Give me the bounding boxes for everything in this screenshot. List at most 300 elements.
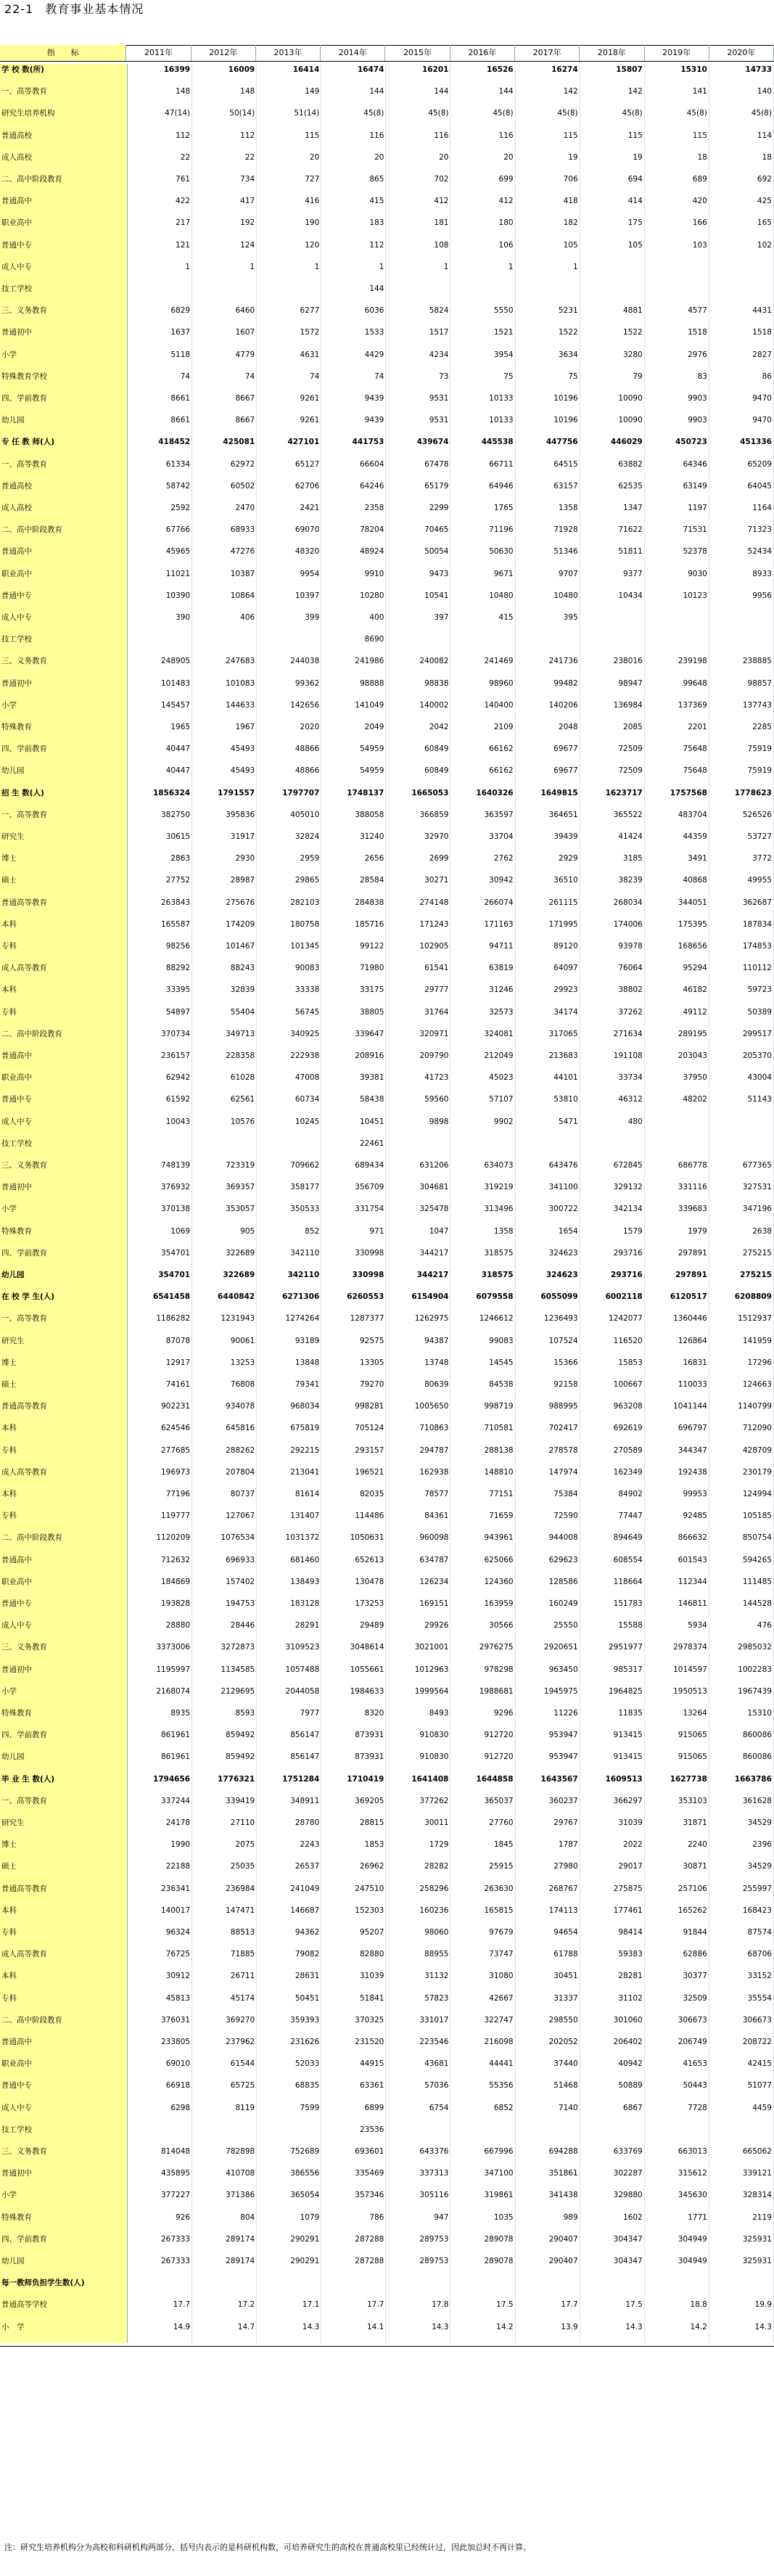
table-row [0, 1138, 774, 1160]
table-cell: 137369 [645, 700, 709, 721]
table-row [0, 217, 774, 239]
table-cell: 1602 [580, 2212, 645, 2234]
table-cell: 50(14) [192, 107, 257, 129]
table-cell: 240082 [386, 655, 450, 677]
table-cell: 44359 [645, 831, 709, 853]
table-cell: 9473 [386, 568, 450, 590]
row-label: 本科 [0, 984, 128, 1006]
table-cell: 1517 [386, 327, 450, 348]
row-label: 研究生 [0, 1817, 128, 1839]
table-cell: 24178 [128, 1817, 192, 1839]
row-label: 二、高中阶段教育 [0, 1028, 128, 1050]
table-cell: 1014597 [645, 1664, 709, 1686]
table-cell: 62561 [192, 1094, 257, 1115]
table-row [0, 1970, 774, 1992]
table-cell: 1950513 [645, 1686, 709, 1707]
table-cell: 44915 [321, 2058, 386, 2080]
table-cell: 17296 [709, 1357, 774, 1379]
row-label: 四、学前教育 [0, 743, 128, 765]
table-cell: 3491 [645, 853, 709, 874]
table-cell: 1765 [450, 502, 515, 524]
table-cell: 37440 [516, 2058, 580, 2080]
table-cell: 734 [192, 173, 257, 195]
table-row [0, 327, 774, 348]
table-cell: 128586 [516, 1576, 580, 1598]
table-cell: 1845 [450, 1839, 515, 1861]
table-cell: 1965 [128, 721, 192, 743]
table-cell: 48924 [321, 546, 386, 567]
table-cell: 182 [516, 217, 580, 239]
row-label: 研究生培养机构 [0, 107, 128, 129]
row-label: 普通初中 [0, 327, 128, 348]
table-cell: 344217 [386, 1269, 450, 1291]
table-cell: 5471 [516, 1116, 580, 1138]
table-cell: 30011 [386, 1817, 450, 1839]
table-cell: 3634 [516, 349, 580, 371]
row-label: 专 任 教 师(人) [0, 436, 128, 458]
table-cell: 325931 [709, 2234, 774, 2255]
table-cell [645, 2277, 709, 2299]
table-cell: 124 [192, 239, 257, 261]
table-cell: 804 [192, 2212, 257, 2234]
table-cell: 5231 [516, 305, 580, 327]
row-label: 博士 [0, 1357, 128, 1379]
table-cell: 369270 [192, 2014, 257, 2036]
table-cell: 45(8) [516, 107, 580, 129]
table-cell: 369205 [321, 1795, 386, 1817]
table-cell: 331116 [645, 1181, 709, 1203]
table-cell: 912720 [450, 1751, 515, 1773]
table-cell: 329132 [580, 1181, 645, 1203]
table-cell: 902231 [128, 1400, 192, 1422]
table-cell: 263843 [128, 897, 192, 919]
row-label: 硕士 [0, 1861, 128, 1882]
table-row [0, 1445, 774, 1467]
table-cell: 365522 [580, 809, 645, 831]
table-cell: 207804 [192, 1467, 257, 1488]
row-label: 普通初中 [0, 1181, 128, 1203]
table-row [0, 897, 774, 919]
table-cell: 33175 [321, 984, 386, 1006]
table-cell: 64946 [450, 480, 515, 502]
table-cell: 361628 [709, 1795, 774, 1817]
table-cell: 194753 [192, 1598, 257, 1620]
table-cell: 73 [386, 371, 450, 393]
table-cell: 351861 [516, 2167, 580, 2189]
table-cell: 22461 [321, 1138, 386, 1160]
table-cell: 634787 [386, 1554, 450, 1576]
table-row [0, 700, 774, 721]
table-cell: 236341 [128, 1883, 192, 1905]
row-label: 普通高校 [0, 480, 128, 502]
table-cell: 17.5 [450, 2299, 515, 2321]
table-row [0, 173, 774, 195]
row-label: 三、义务教育 [0, 655, 128, 677]
table-cell: 913415 [580, 1729, 645, 1751]
table-cell: 19.9 [709, 2299, 774, 2321]
table-cell: 1794656 [128, 1773, 192, 1795]
table-cell: 988995 [516, 1400, 580, 1422]
table-cell: 160249 [516, 1598, 580, 1620]
table-cell: 10090 [580, 414, 645, 436]
table-cell: 354701 [128, 1269, 192, 1291]
table-cell: 88243 [192, 962, 257, 984]
table-cell: 50451 [257, 1993, 321, 2014]
table-cell: 82880 [321, 1948, 386, 1970]
row-label: 职业高中 [0, 568, 128, 590]
table-cell: 425081 [192, 436, 257, 458]
table-cell: 51841 [321, 1993, 386, 2014]
row-label: 普通高中 [0, 1554, 128, 1576]
table-cell: 17.7 [516, 2299, 580, 2321]
table-row [0, 831, 774, 853]
table-cell: 68835 [257, 2080, 321, 2101]
table-cell: 171243 [386, 919, 450, 940]
table-cell: 40447 [128, 743, 192, 765]
table-cell: 4881 [580, 305, 645, 327]
table-cell: 9956 [709, 590, 774, 612]
table-cell [386, 633, 450, 655]
table-cell: 963208 [580, 1400, 645, 1422]
table-cell: 61334 [128, 459, 192, 480]
table-cell: 116520 [580, 1335, 645, 1357]
table-cell: 8661 [128, 393, 192, 414]
table-cell: 9531 [386, 393, 450, 414]
table-row [0, 1817, 774, 1839]
table-cell: 267333 [128, 2255, 192, 2277]
table-cell: 33152 [709, 1970, 774, 1992]
table-cell: 99362 [257, 678, 321, 700]
table-cell: 25550 [516, 1620, 580, 1641]
table-cell: 115 [580, 130, 645, 152]
table-cell: 193828 [128, 1598, 192, 1620]
table-cell: 32824 [257, 831, 321, 853]
table-cell: 162938 [386, 1467, 450, 1488]
table-cell: 8593 [192, 1707, 257, 1729]
table-cell: 183 [321, 217, 386, 239]
table-cell: 873931 [321, 1729, 386, 1751]
table-cell: 1533 [321, 327, 386, 348]
table-cell: 859492 [192, 1751, 257, 1773]
table-cell: 71622 [580, 524, 645, 546]
table-cell: 241469 [450, 655, 515, 677]
table-cell: 328314 [709, 2189, 774, 2211]
table-cell: 31240 [321, 831, 386, 853]
row-label: 普通高中 [0, 546, 128, 567]
table-cell: 45493 [192, 743, 257, 765]
table-cell: 11226 [516, 1707, 580, 1729]
table-cell: 712090 [709, 1422, 774, 1444]
table-cell: 213683 [516, 1050, 580, 1072]
table-cell: 247510 [321, 1883, 386, 1905]
table-cell: 382750 [128, 809, 192, 831]
table-cell: 102 [709, 239, 774, 261]
table-cell: 300722 [516, 1203, 580, 1225]
table-cell: 441753 [321, 436, 386, 458]
table-cell: 14.7 [192, 2321, 257, 2343]
table-cell: 241049 [257, 1883, 321, 1905]
table-cell: 1 [257, 261, 321, 283]
table-cell: 192 [192, 217, 257, 239]
table-row [0, 152, 774, 173]
table-cell: 9439 [321, 393, 386, 414]
table-cell: 34174 [516, 1006, 580, 1028]
table-cell: 672845 [580, 1160, 645, 1181]
table-cell: 101083 [192, 678, 257, 700]
table-cell: 8690 [321, 633, 386, 655]
table-cell: 130478 [321, 1576, 386, 1598]
table-cell: 1358 [516, 502, 580, 524]
table-row [0, 1795, 774, 1817]
table-cell: 88292 [128, 962, 192, 984]
table-row [0, 436, 774, 458]
table-cell: 50889 [580, 2080, 645, 2101]
table-cell: 255997 [709, 1883, 774, 1905]
table-cell: 1522 [580, 327, 645, 348]
table-cell: 98888 [321, 678, 386, 700]
table-cell: 43681 [386, 2058, 450, 2080]
table-cell: 1644858 [450, 1773, 515, 1795]
table-cell: 248905 [128, 655, 192, 677]
table-row [0, 2080, 774, 2101]
table-cell: 288138 [450, 1445, 515, 1467]
table-cell: 786 [321, 2212, 386, 2234]
table-cell: 289174 [192, 2255, 257, 2277]
table-cell: 71885 [192, 1948, 257, 1970]
table-cell: 237962 [192, 2036, 257, 2058]
table-cell: 116 [386, 130, 450, 152]
table-cell: 1572 [257, 327, 321, 348]
table-cell: 87574 [709, 1927, 774, 1948]
table-row [0, 2167, 774, 2189]
table-cell: 689434 [321, 1160, 386, 1181]
table-cell: 439674 [386, 436, 450, 458]
table-cell [516, 283, 580, 305]
row-label: 一、高等教育 [0, 86, 128, 107]
table-cell: 317065 [516, 1028, 580, 1050]
table-cell: 110112 [709, 962, 774, 984]
table-cell: 377227 [128, 2189, 192, 2211]
table-cell [450, 2277, 515, 2299]
table-cell: 1012963 [386, 1664, 450, 1686]
table-cell [645, 633, 709, 655]
table-row [0, 1313, 774, 1334]
table-cell: 45(8) [645, 107, 709, 129]
table-cell: 142 [580, 86, 645, 107]
table-cell: 98857 [709, 678, 774, 700]
table-cell: 45(8) [450, 107, 515, 129]
table-row [0, 984, 774, 1006]
table-cell: 25915 [450, 1861, 515, 1882]
table-cell: 28815 [321, 1817, 386, 1839]
table-row [0, 874, 774, 896]
table-cell: 34529 [709, 1817, 774, 1839]
table-cell: 20 [450, 152, 515, 173]
table-cell: 44441 [450, 2058, 515, 2080]
table-cell: 410708 [192, 2167, 257, 2189]
table-cell: 190 [257, 217, 321, 239]
table-cell: 390 [128, 612, 192, 633]
table-cell: 359393 [257, 2014, 321, 2036]
table-cell: 10280 [321, 590, 386, 612]
table-cell: 451336 [709, 436, 774, 458]
table-cell [257, 2124, 321, 2146]
row-label: 普通高等教育 [0, 897, 128, 919]
table-cell: 1 [128, 261, 192, 283]
table-cell: 10387 [192, 568, 257, 590]
table-row [0, 590, 774, 612]
table-row [0, 1422, 774, 1444]
table-cell: 38239 [580, 874, 645, 896]
table-cell: 293157 [321, 1445, 386, 1467]
table-cell: 14.1 [321, 2321, 386, 2343]
table-cell: 99648 [645, 678, 709, 700]
table-cell: 318575 [450, 1247, 515, 1269]
table-cell: 57036 [386, 2080, 450, 2101]
table-cell: 168656 [645, 940, 709, 962]
table-cell: 47(14) [128, 107, 192, 129]
table-cell: 3109523 [257, 1641, 321, 1663]
table-cell: 20 [257, 152, 321, 173]
table-cell: 29777 [386, 984, 450, 1006]
table-cell: 26537 [257, 1861, 321, 1882]
table-cell: 180 [450, 217, 515, 239]
table-cell: 17.5 [580, 2299, 645, 2321]
table-cell: 340925 [257, 1028, 321, 1050]
table-cell: 6208809 [709, 1291, 774, 1313]
table-row [0, 1707, 774, 1729]
table-cell: 289078 [450, 2234, 515, 2255]
table-cell: 371386 [192, 2189, 257, 2211]
table-cell: 3280 [580, 349, 645, 371]
table-cell [192, 2124, 257, 2146]
table-cell: 6541458 [128, 1291, 192, 1313]
table-cell: 416 [257, 195, 321, 217]
table-cell [709, 1138, 774, 1160]
table-row [0, 1072, 774, 1094]
table-cell: 2299 [386, 502, 450, 524]
table-row [0, 1641, 774, 1663]
table-cell: 446029 [580, 436, 645, 458]
table-cell [709, 612, 774, 633]
table-cell: 315612 [645, 2167, 709, 2189]
table-cell: 327531 [709, 1181, 774, 1203]
table-cell: 2699 [386, 853, 450, 874]
table-cell: 87078 [128, 1335, 192, 1357]
table-cell: 427101 [257, 436, 321, 458]
table-cell: 364651 [516, 809, 580, 831]
table-cell: 84538 [450, 1379, 515, 1400]
table-cell: 4429 [321, 349, 386, 371]
table-cell: 2085 [580, 721, 645, 743]
table-cell: 2201 [645, 721, 709, 743]
table-cell: 6036 [321, 305, 386, 327]
table-cell: 80639 [386, 1379, 450, 1400]
table-cell: 72509 [580, 743, 645, 765]
table-cell: 231520 [321, 2036, 386, 2058]
table-cell [192, 2277, 257, 2299]
table-row [0, 414, 774, 436]
table-cell: 94362 [257, 1927, 321, 1948]
table-cell: 18 [709, 152, 774, 173]
table-cell: 417 [192, 195, 257, 217]
table-cell: 59560 [386, 1094, 450, 1115]
table-cell: 7728 [645, 2102, 709, 2124]
table-cell: 82035 [321, 1488, 386, 1510]
table-cell: 79082 [257, 1948, 321, 1970]
table-cell: 62942 [128, 1072, 192, 1094]
table-cell: 165587 [128, 919, 192, 940]
table-cell: 324623 [516, 1269, 580, 1291]
table-cell: 124663 [709, 1379, 774, 1400]
table-cell [580, 2277, 645, 2299]
table-cell [709, 1116, 774, 1138]
table-cell: 32839 [192, 984, 257, 1006]
table-cell: 8667 [192, 414, 257, 436]
table-cell: 1186282 [128, 1313, 192, 1334]
table-cell: 45174 [192, 1993, 257, 2014]
table-cell: 29923 [516, 984, 580, 1006]
table-cell: 41723 [386, 1072, 450, 1094]
table-cell: 116 [450, 130, 515, 152]
table-cell: 1643567 [516, 1773, 580, 1795]
table-cell: 120 [257, 239, 321, 261]
table-cell [128, 1138, 192, 1160]
table-cell: 480 [580, 1116, 645, 1138]
table-cell: 28987 [192, 874, 257, 896]
table-cell: 631206 [386, 1160, 450, 1181]
table-cell: 405010 [257, 809, 321, 831]
row-label: 小学 [0, 1203, 128, 1225]
table-cell: 112 [192, 130, 257, 152]
table-cell: 6460 [192, 305, 257, 327]
table-cell: 1979 [645, 1226, 709, 1247]
table-cell: 1 [386, 261, 450, 283]
table-row [0, 502, 774, 524]
table-cell [386, 283, 450, 305]
table-cell: 146811 [645, 1598, 709, 1620]
table-cell: 266074 [450, 897, 515, 919]
table-cell: 131407 [257, 1510, 321, 1532]
table-row [0, 1686, 774, 1707]
table-cell: 370138 [128, 1203, 192, 1225]
table-cell: 14.9 [128, 2321, 192, 2343]
table-cell: 92575 [321, 1335, 386, 1357]
table-cell: 362687 [709, 897, 774, 919]
table-row [0, 1927, 774, 1948]
row-label: 专科 [0, 1927, 128, 1948]
table-cell: 1002283 [709, 1664, 774, 1686]
table-cell: 3954 [450, 349, 515, 371]
table-cell: 126234 [386, 1576, 450, 1598]
table-cell: 64515 [516, 459, 580, 480]
table-cell [645, 1138, 709, 1160]
table-cell: 275215 [709, 1247, 774, 1269]
table-cell: 526526 [709, 809, 774, 831]
row-label: 特殊教育学校 [0, 371, 128, 393]
table-cell: 692 [709, 173, 774, 195]
table-cell: 19 [580, 152, 645, 173]
table-cell: 1055661 [321, 1664, 386, 1686]
table-cell: 9531 [386, 414, 450, 436]
table-cell: 705124 [321, 1422, 386, 1444]
row-label: 特殊教育 [0, 721, 128, 743]
table-cell: 337313 [386, 2167, 450, 2189]
table-cell: 127067 [192, 1510, 257, 1532]
table-cell: 2930 [192, 853, 257, 874]
table-cell: 667996 [450, 2146, 515, 2167]
row-label: 三、义务教育 [0, 1641, 128, 1663]
